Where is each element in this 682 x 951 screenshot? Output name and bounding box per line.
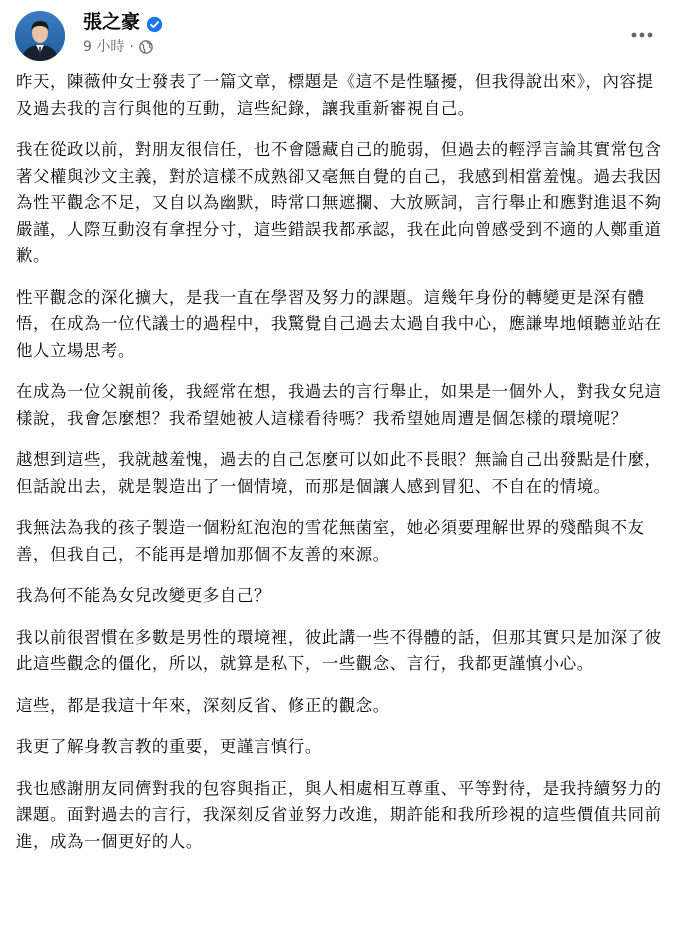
meta-separator: ·: [129, 39, 134, 55]
post-options-button[interactable]: [624, 18, 660, 48]
post-paragraph: 昨天，陳薇仲女士發表了一篇文章，標題是《這不是性騷擾，但我得說出來》，內容提及過去我的言行與他的互動，這些紀錄，讓我重新審視自己。: [16, 72, 654, 118]
post-paragraph: 我更了解身教言教的重要，更謹言慎行。: [16, 737, 322, 756]
post-paragraph: 在成為一位父親前後，我經常在想，我過去的言行舉止，如果是一個外人，對我女兒這樣說，我會怎麼想？我希望她被人這樣看待嗎？我希望她周遭是個怎樣的環境呢？: [16, 382, 662, 428]
post-meta: [83, 37, 153, 57]
verified-badge-icon: [146, 14, 163, 31]
post-timestamp[interactable]: 9 小時: [83, 39, 125, 55]
post-paragraph: 這些，都是我這十年來，深刻反省、修正的觀念。: [16, 695, 390, 715]
post-paragraph: 我無法為我的孩子製造一個粉紅泡泡的雪花無菌室，她必須要理解世界的殘酷與不友善，但我自己，不能再是增加那個不友善的來源。: [16, 518, 645, 564]
author-name-text: 張之豪: [83, 11, 141, 33]
author-avatar[interactable]: [15, 11, 65, 61]
post-header: [0, 0, 682, 70]
post-paragraph: 越想到這些，我就越羞愧，過去的自己怎麼可以如此不長眼？無論自己出發點是什麼，但話說出去，就是製造出了一個情境，而那是個讓人感到冒犯、不自在的情境。: [16, 450, 662, 496]
post-paragraph: 我也感謝朋友同儕對我的包容與指正，與人相處相互尊重、平等對待，是我持續努力的課題。面對過去的言行，我深刻反省並努力改進，期許能和我所珍視的這些價值共同前進，成為一個更好的人。: [16, 778, 662, 851]
post-paragraph: 我為何不能為女兒改變更多自己？: [16, 586, 271, 605]
more-horizontal-icon: [630, 24, 654, 43]
post-paragraph: 我以前很習慣在多數是男性的環境裡，彼此講一些不得體的話，但那其實只是加深了彼此這些觀念的僵化，所以，就算是私下，一些觀念、言行，我都更謹慎小心。: [16, 627, 662, 673]
post-body: [16, 69, 666, 870]
globe-icon[interactable]: [139, 40, 153, 54]
author-name[interactable]: [83, 9, 163, 35]
post-paragraph: 我在從政以前，對朋友很信任，也不會隱藏自己的脆弱，但過去的輕浮言論其實常包含著父權與沙文主義，對於這樣不成熟卻又毫無自覺的自己，我感到相當羞愧。過去我因為性平觀念不足，又自以為幽默，時常口無遮攔、大放厥詞，言行舉止和應對進退不夠嚴謹，人際互動沒有拿捏分寸，這些錯誤我都承認，我在此向曾感受到不適的人鄭重道歉。: [16, 140, 662, 265]
post-paragraph: 性平觀念的深化擴大，是我一直在學習及努力的課題。這幾年身份的轉變更是深有體悟，在成為一位代議士的過程中，我驚覺自己過去太過自我中心，應謙卑地傾聽並站在他人立場思考。: [16, 287, 662, 360]
